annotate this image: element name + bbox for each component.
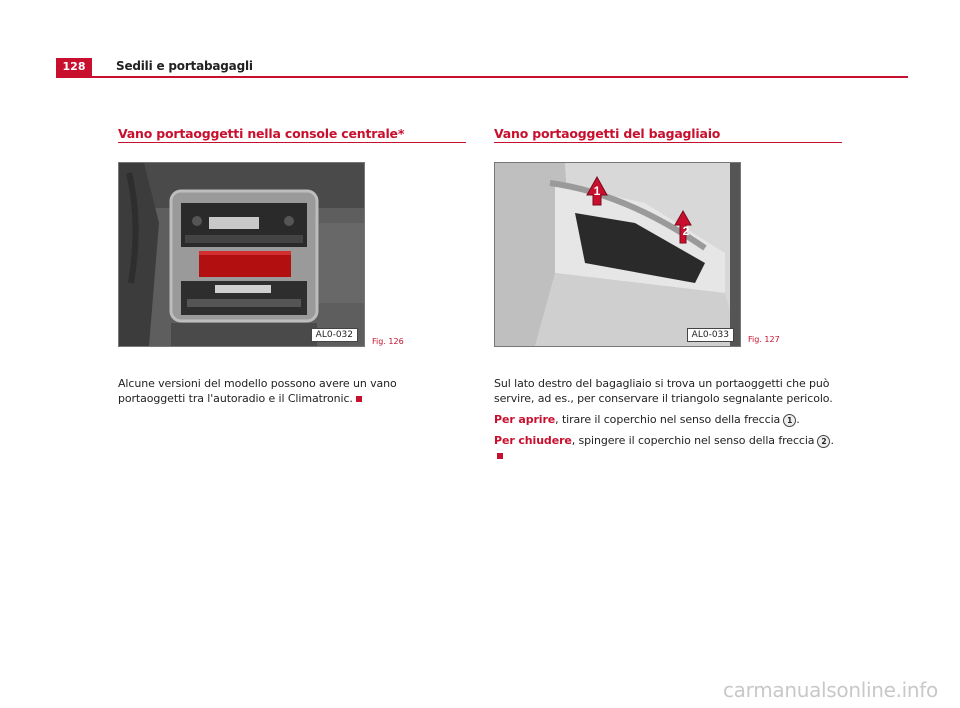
left-body-text (118, 376, 463, 412)
arrow-ref-2-icon: 2 (817, 435, 830, 448)
left-figure-code: AL0-032 (311, 328, 358, 342)
left-paragraph-text: Alcune versioni del modello possono avere un vano portaoggetti tra l'autoradio e il Climatronic. (118, 377, 397, 405)
end-marker-icon (356, 396, 362, 402)
right-section-title: Vano portaoggetti del bagagliaio (494, 126, 721, 141)
left-paragraph (118, 376, 463, 406)
right-figure-code: AL0-033 (687, 328, 734, 342)
console-illustration (119, 163, 364, 346)
chapter-title: Sedili e portabagagli (116, 59, 253, 73)
open-text: , tirare il coperchio nel senso della freccia (555, 413, 781, 426)
right-paragraph-open: Per aprire, tirare il coperchio nel senso della freccia 1 . (494, 413, 800, 426)
end-marker-icon (497, 453, 503, 459)
page-number: 128 (56, 58, 92, 76)
right-section-rule (494, 142, 842, 143)
right-paragraph-1: Sul lato destro del bagagliaio si trova un portaoggetti che può servire, ad es., per conservare il triangolo segnalante pericolo. (494, 377, 833, 405)
right-body-text (494, 376, 839, 469)
arrow-ref-1-icon: 1 (783, 414, 796, 427)
console-figure (118, 162, 365, 347)
right-paragraph-close: Per chiudere, spingere il coperchio nel senso della freccia 2 . (494, 433, 839, 463)
trunk-figure (494, 162, 741, 347)
left-section-rule (118, 142, 466, 143)
header-rule (56, 76, 908, 78)
watermark: carmanualsonline.info (722, 678, 938, 702)
arrow-2-label: 2 (682, 224, 690, 238)
left-figure-caption: Fig. 126 (372, 337, 404, 346)
close-lead: Per chiudere (494, 434, 572, 447)
arrow-1-label: 1 (593, 184, 601, 198)
page-header (56, 58, 908, 80)
trunk-illustration (495, 163, 740, 346)
open-lead: Per aprire (494, 413, 556, 426)
right-figure-caption: Fig. 127 (748, 335, 780, 344)
left-section-title: Vano portaoggetti nella console centrale* (118, 126, 405, 141)
close-text: , spingere il coperchio nel senso della freccia (571, 434, 815, 447)
